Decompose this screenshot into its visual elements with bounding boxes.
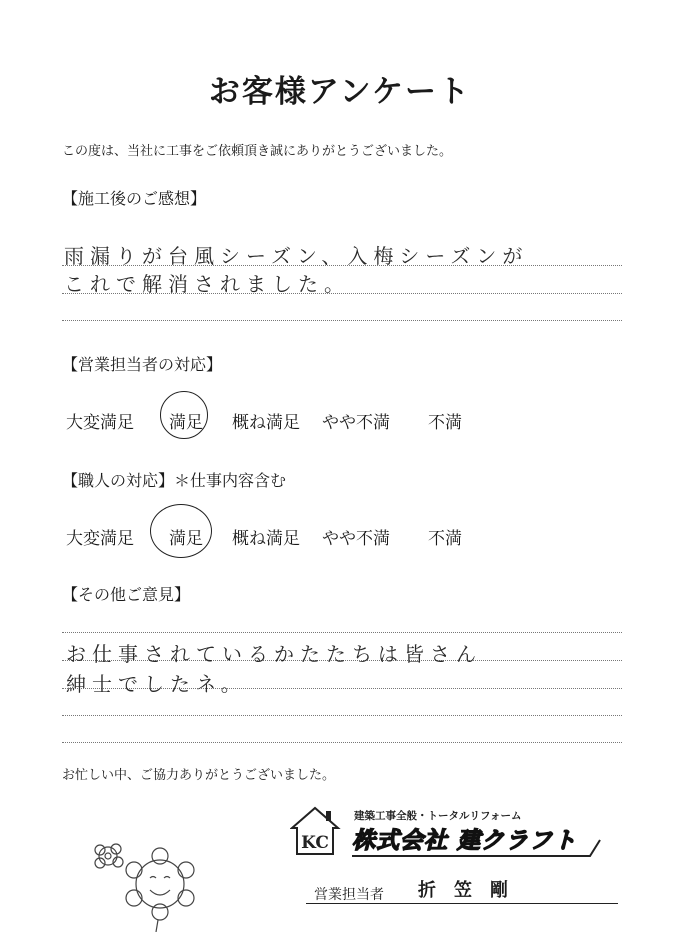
section-heading-sales: 【営業担当者の対応】 — [62, 355, 223, 374]
answer-line — [62, 632, 622, 633]
answer-line — [62, 742, 622, 743]
smiley-flower-doodle — [62, 832, 212, 936]
handwritten-other-line-1: お仕事されているかたたちは皆さん — [66, 642, 482, 666]
rating-option: 不満 — [428, 529, 462, 549]
company-logo — [290, 802, 610, 866]
flower-icon — [62, 832, 212, 932]
rating-option-selected: 満足 — [169, 413, 203, 433]
rating-option: やや不満 — [322, 529, 390, 549]
rating-option: 大変満足 — [66, 413, 134, 433]
house-logo-icon — [290, 802, 610, 862]
rating-option: やや不満 — [322, 413, 390, 433]
page-title: お客様アンケート — [208, 74, 472, 110]
section-heading-other: 【その他ご意見】 — [62, 585, 191, 604]
handwritten-other-line-2: 紳士でしたネ。 — [66, 672, 247, 696]
sales-rep-label: 営業担当者 — [314, 887, 384, 903]
answer-line — [62, 320, 622, 321]
rating-option-selected: 満足 — [169, 529, 203, 549]
signature-line — [306, 903, 618, 904]
company-tagline: 建築工事全般・トータルリフォーム — [354, 810, 522, 822]
rating-option: 概ね満足 — [232, 413, 300, 433]
rating-option: 不満 — [428, 413, 462, 433]
intro-text: この度は、当社に工事をご依頼頂き誠にありがとうございました。 — [62, 144, 453, 159]
section-heading-impression: 【施工後のご感想】 — [62, 189, 207, 208]
company-name: 株式会社 建クラフト — [352, 828, 578, 854]
rating-option: 大変満足 — [66, 529, 134, 549]
handwritten-impression-line-1: 雨漏りが台風シーズン、入梅シーズンが — [64, 244, 529, 268]
rating-option: 概ね満足 — [232, 529, 300, 549]
handwritten-impression-line-2: これで解消されました。 — [64, 272, 350, 296]
closing-text: お忙しい中、ご協力ありがとうございました。 — [62, 768, 336, 783]
logo-letters: KC — [301, 833, 329, 853]
sales-rep-name: 折笠剛 — [418, 880, 526, 901]
section-heading-craftsman: 【職人の対応】＊仕事内容含む — [62, 471, 287, 490]
selection-circle — [150, 504, 212, 558]
answer-line — [62, 715, 622, 716]
selection-circle — [160, 391, 208, 439]
